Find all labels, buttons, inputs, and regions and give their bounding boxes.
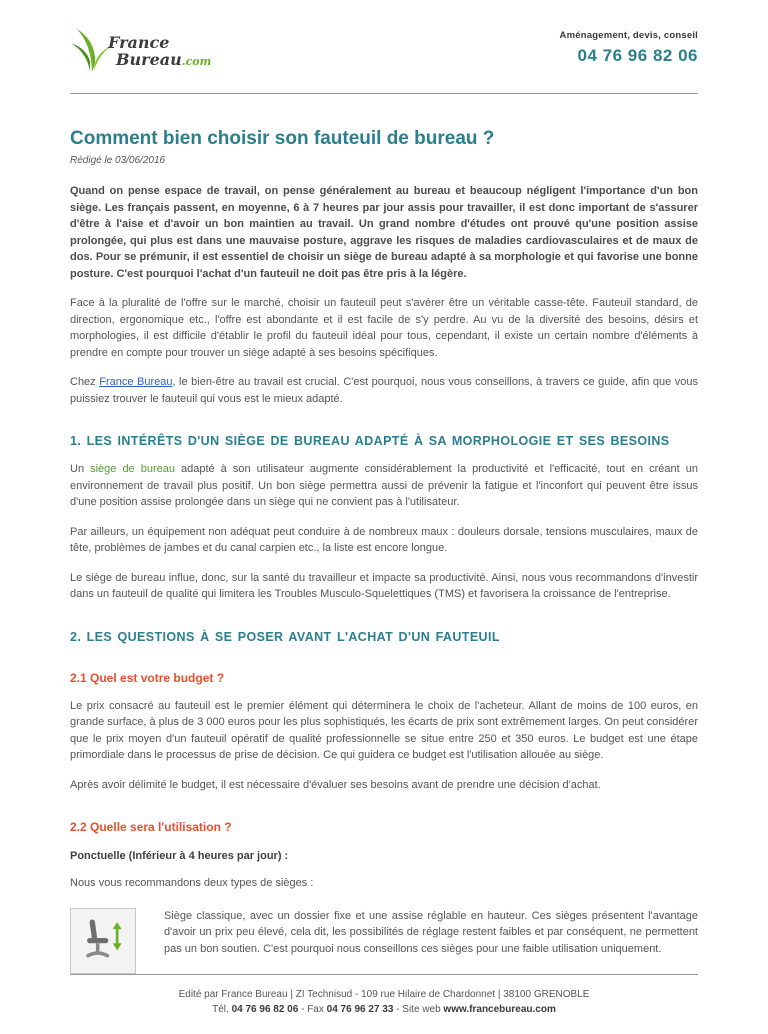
paragraph-text: , le bien-être au travail est crucial. C'est pourquoi, nous vous conseillons, à travers ce guide, afin que vous puissiez trouver le fauteuil qui vous est le mieux adapté. (70, 376, 698, 405)
footer-address-line: Edité par France Bureau | ZI Technisud - 109 rue Hilaire de Chardonnet | 38100 GRENOBLE (178, 988, 590, 1000)
chair-classic-item (70, 908, 698, 974)
subsection-2-1-paragraph-1: Le prix consacré au fauteuil est le premier élément qui déterminera le choix de l'acheteur. Allant de moins de 100 euros, en grande surface, à plus de 3 000 euros pour les plus sophistiqués, les écarts de prix sont extrêmement larges. On peut considérer que le prix moyen d'un fauteuil opératif de qualité professionnelle se situe entre 250 et 350 euros. Le budget est une étape primordiale dans le processus de prise de décision. Ce qui guidera ce budget est l'utilisation allouée au siège. (70, 699, 698, 761)
intro-paragraph: Quand on pense espace de travail, on pense généralement au bureau et beaucoup négligent l'importance d'un bon siège. Les français passent, en moyenne, 6 à 7 heures par jour assis pour travailler, il est donc important de s'assurer d'être à l'aise et d'avoir un bon maintien au travail. Un grand nombre d'études ont prouvé qu'une position assise prolongée, qui plus est dans une mauvaise posture, aggrave les risques de maladies cardiovasculaires et de maux de dos. Pour se prémunir, il est essentiel de choisir un siège de bureau adapté à sa morphologie et qui favorise une bonne posture. C'est pourquoi l'achat d'un fauteuil ne doit pas être pris à la légère. (70, 185, 698, 280)
chair-image-box (70, 908, 136, 974)
section-1-paragraph-1 (70, 461, 698, 511)
chair-classic-description: Siège classique, avec un dossier fixe et une assise réglable en hauteur. Ces sièges présentent l'avantage d'avoir un prix peu élevé, cela dit, les possibilités de réglage restent faibles et par conséquent, ne permettent pas un bon soutien. C'est pourquoi nous conseillons ces sièges pour une faible utilisation uniquement. (164, 909, 698, 955)
page-header (70, 26, 698, 77)
section-1-heading: 1. LES INTÉRÊTS D'UN SIÈGE DE BUREAU ADAPTÉ À SA MORPHOLOGIE ET SES BESOINS (70, 434, 670, 448)
france-bureau-link[interactable]: France Bureau (99, 376, 173, 388)
office-chair-icon (80, 915, 126, 966)
section-1-paragraph-2: Par ailleurs, un équipement non adéquat peut conduire à de nombreux maux : douleurs dorsale, tensions musculaires, maux de tête, problèmes de jambes et du canal carpien etc., la liste est encore longue. (70, 525, 698, 554)
paragraph-offre: Face à la pluralité de l'offre sur le marché, choisir un fauteuil peut s'avérer être un véritable casse-tête. Fauteuil standard, de direction, ergonomique etc., l'offre est abondante et il est facile de s'y perdre. Au vu de la diversité des besoins, désirs et morphologies, il est difficile d'établir le profil du fauteuil idéal pour tous, cependant, il existe un certain nombre d'éléments à prendre en compte pour trouver un siège adapté à ses besoins spécifiques. (70, 297, 698, 359)
header-divider (70, 93, 698, 94)
logo-text (108, 32, 212, 69)
footer-tel-label: Tél. (212, 1004, 232, 1015)
footer-contact-line (70, 1002, 698, 1018)
france-bureau-logo[interactable] (70, 26, 211, 77)
siege-de-bureau-link[interactable]: siège de bureau (90, 463, 175, 475)
article-date: Rédigé le 03/06/2016 (70, 155, 166, 166)
header-contact (560, 26, 698, 66)
subsection-2-1-heading: 2.1 Quel est votre budget ? (70, 670, 225, 685)
footer-fax-number: 04 76 96 27 33 (326, 1004, 394, 1015)
paragraph-text: adapté à son utilisateur augmente considérablement la productivité et l'efficacité, tout en créant un environnement de travail plus positif. Un bon siège permettra aussi de prévenir la fatigue et l'inconfort qui peuvent être issus d'une position assise prolongée dans un siège qui ne convient pas à l'utilisateur. (70, 463, 698, 508)
footer-tel-number: 04 76 96 82 06 (231, 1004, 299, 1015)
logo-suffix-com: .com (181, 54, 212, 68)
logo-word-france: France (108, 32, 170, 52)
logo-word-bureau: Bureau.com (116, 49, 212, 69)
footer-fax-label: - Fax (298, 1004, 327, 1015)
paragraph-chez-france-bureau (70, 374, 698, 407)
footer-divider (70, 974, 698, 975)
footer-site-label: - Site web (393, 1004, 444, 1015)
section-1-paragraph-3: Le siège de bureau influe, donc, sur la santé du travailleur et impacte sa productivité. Ainsi, nous vous recommandons d'investir dans un fauteuil de qualité qui limitera les Troubles Musculo-Squelettiques (TMS) et favorisera la croissance de l'entreprise. (70, 571, 698, 600)
subsection-2-2-paragraph-1: Nous vous recommandons deux types de sièges : (70, 877, 314, 889)
footer-site-url: www.francebureau.com (443, 1004, 556, 1015)
usage-ponctuelle-label: Ponctuelle (Inférieur à 4 heures par jour) : (70, 850, 289, 862)
paragraph-text: Chez (70, 376, 100, 388)
subsection-2-1-paragraph-2: Après avoir délimité le budget, il est nécessaire d'évaluer ses besoins avant de prendre une décision d'achat. (70, 778, 601, 791)
subsection-2-2-heading: 2.2 Quelle sera l'utilisation ? (70, 820, 232, 834)
header-tagline: Aménagement, devis, conseil (559, 30, 698, 41)
page-footer (70, 974, 698, 1034)
page-title: Comment bien choisir son fauteuil de bureau ? (70, 128, 495, 149)
plant-icon (70, 26, 112, 77)
paragraph-text: Un (70, 463, 91, 475)
header-phone-number: 04 76 96 82 06 (577, 46, 698, 65)
section-2-heading: 2. LES QUESTIONS À SE POSER AVANT L'ACHAT D'UN FAUTEUIL (70, 629, 500, 644)
